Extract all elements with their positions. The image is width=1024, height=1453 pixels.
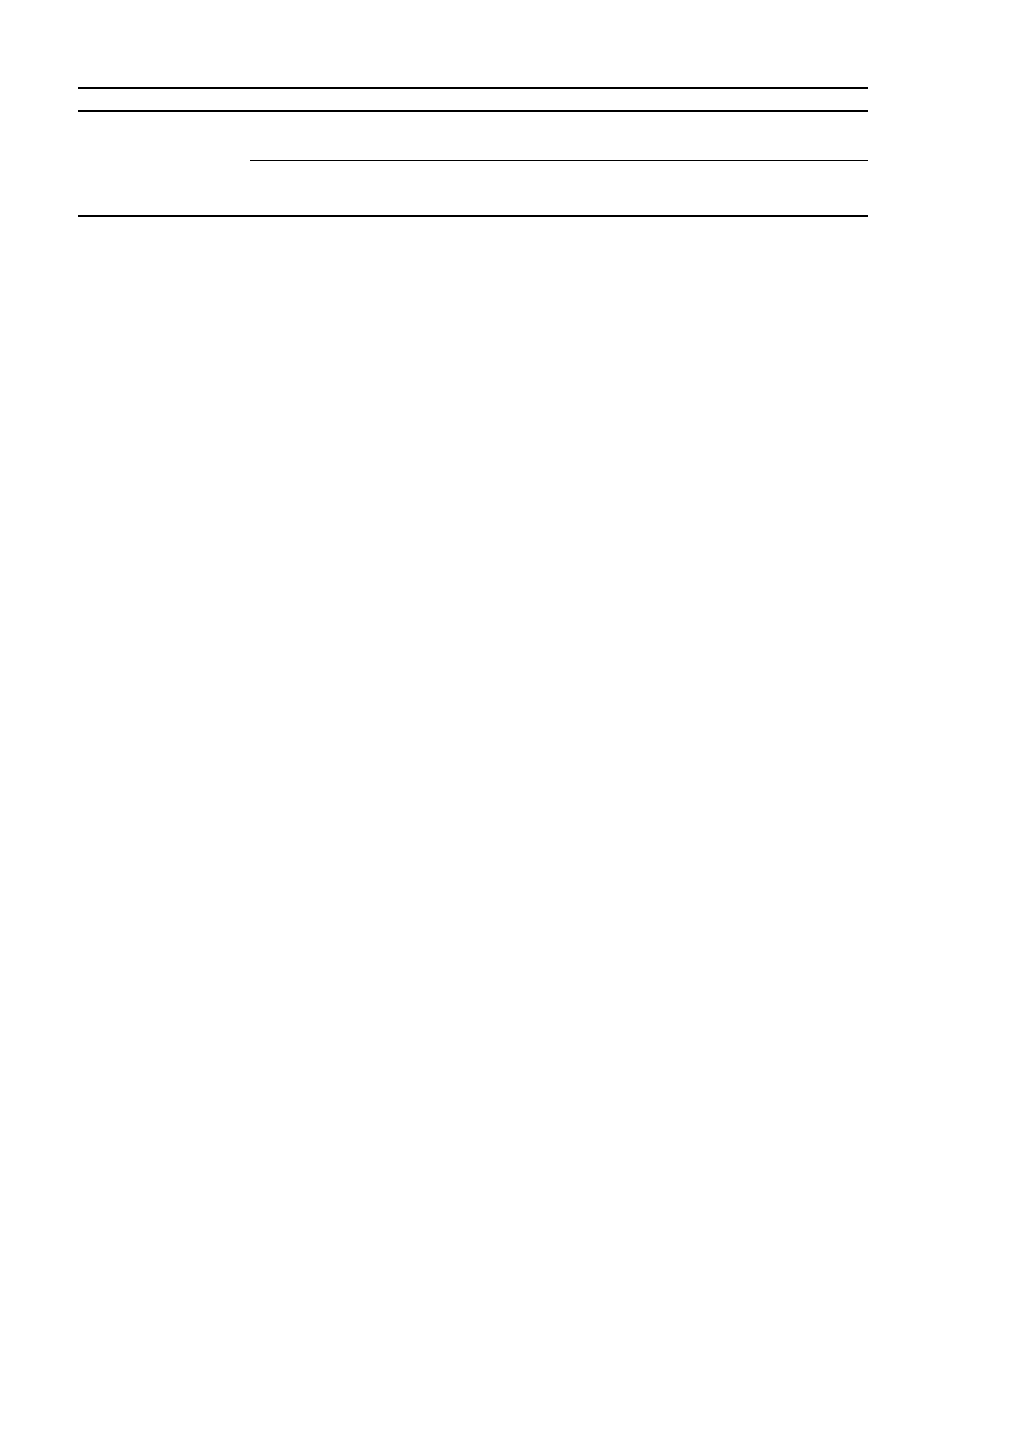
column-number-rule	[78, 110, 868, 112]
header-bottom-rule	[78, 215, 868, 217]
top-rule	[78, 87, 868, 89]
group-header-rule	[250, 160, 868, 161]
